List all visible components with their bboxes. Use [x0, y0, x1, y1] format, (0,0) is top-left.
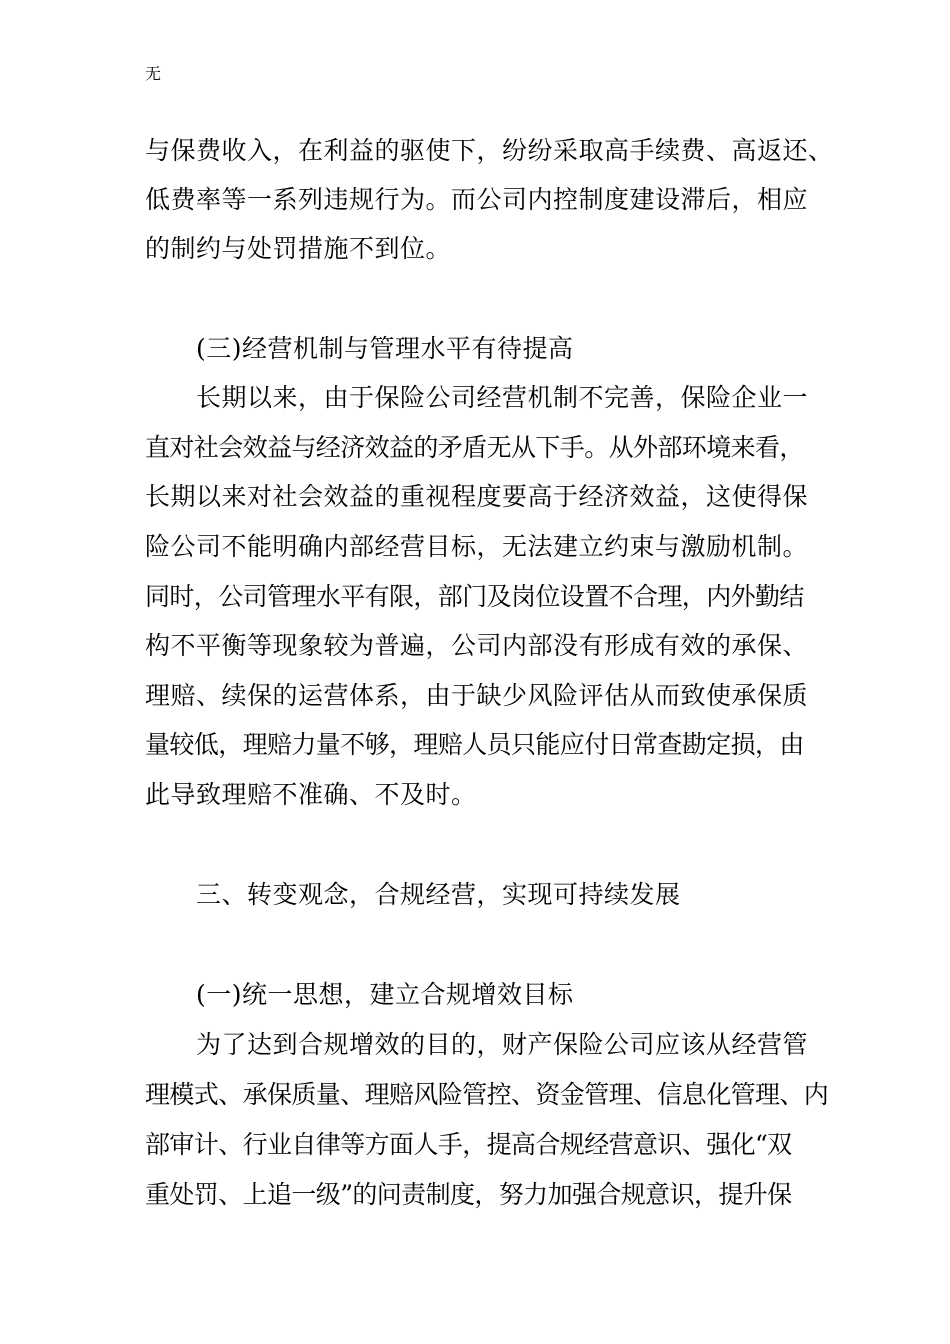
paragraph-line: 直对社会效益与经济效益的矛盾无从下手。从外部环境来看， [145, 433, 804, 462]
paragraph-line: 构不平衡等现象较为普遍，公司内部没有形成有效的承保、 [145, 631, 809, 660]
paragraph-line: 的制约与处罚措施不到位。 [145, 234, 452, 263]
section-heading: (一)统一思想，建立合规增效目标 [196, 980, 574, 1009]
section-heading: (三)经营机制与管理水平有待提高 [196, 334, 574, 363]
paragraph-line: 理赔、续保的运营体系，由于缺少风险评估从而致使承保质 [145, 681, 809, 710]
paragraph-line: 长期以来对社会效益的重视程度要高于经济效益，这使得保 [145, 482, 809, 511]
chapter-heading: 三、转变观念，合规经营，实现可持续发展 [196, 880, 681, 909]
header-mark: 无 [145, 64, 162, 83]
paragraph-line: 量较低，理赔力量不够，理赔人员只能应付日常查勘定损，由 [145, 730, 804, 759]
paragraph-line: 长期以来，由于保险公司经营机制不完善，保险企业一 [196, 383, 809, 412]
paragraph-line: 此导致理赔不准确、不及时。 [145, 780, 477, 809]
paragraph-line: 理模式、承保质量、理赔风险管控、资金管理、信息化管理、内 [145, 1080, 829, 1109]
paragraph-line: 同时，公司管理水平有限，部门及岗位设置不合理，内外勤结 [145, 582, 804, 611]
paragraph-line: 低费率等一系列违规行为。而公司内控制度建设滞后，相应 [145, 185, 809, 214]
paragraph-line: 重处罚、上追一级”的问责制度，努力加强合规意识，提升保 [145, 1180, 792, 1209]
paragraph-line: 部审计、行业自律等方面人手，提高合规经营意识、强化“双 [145, 1130, 792, 1159]
paragraph-line: 险公司不能明确内部经营目标，无法建立约束与激励机制。 [145, 532, 809, 561]
paragraph-line: 为了达到合规增效的目的，财产保险公司应该从经营管 [196, 1030, 809, 1059]
paragraph-line: 与保费收入，在利益的驱使下，纷纷采取高手续费、高返还、 [145, 136, 834, 165]
